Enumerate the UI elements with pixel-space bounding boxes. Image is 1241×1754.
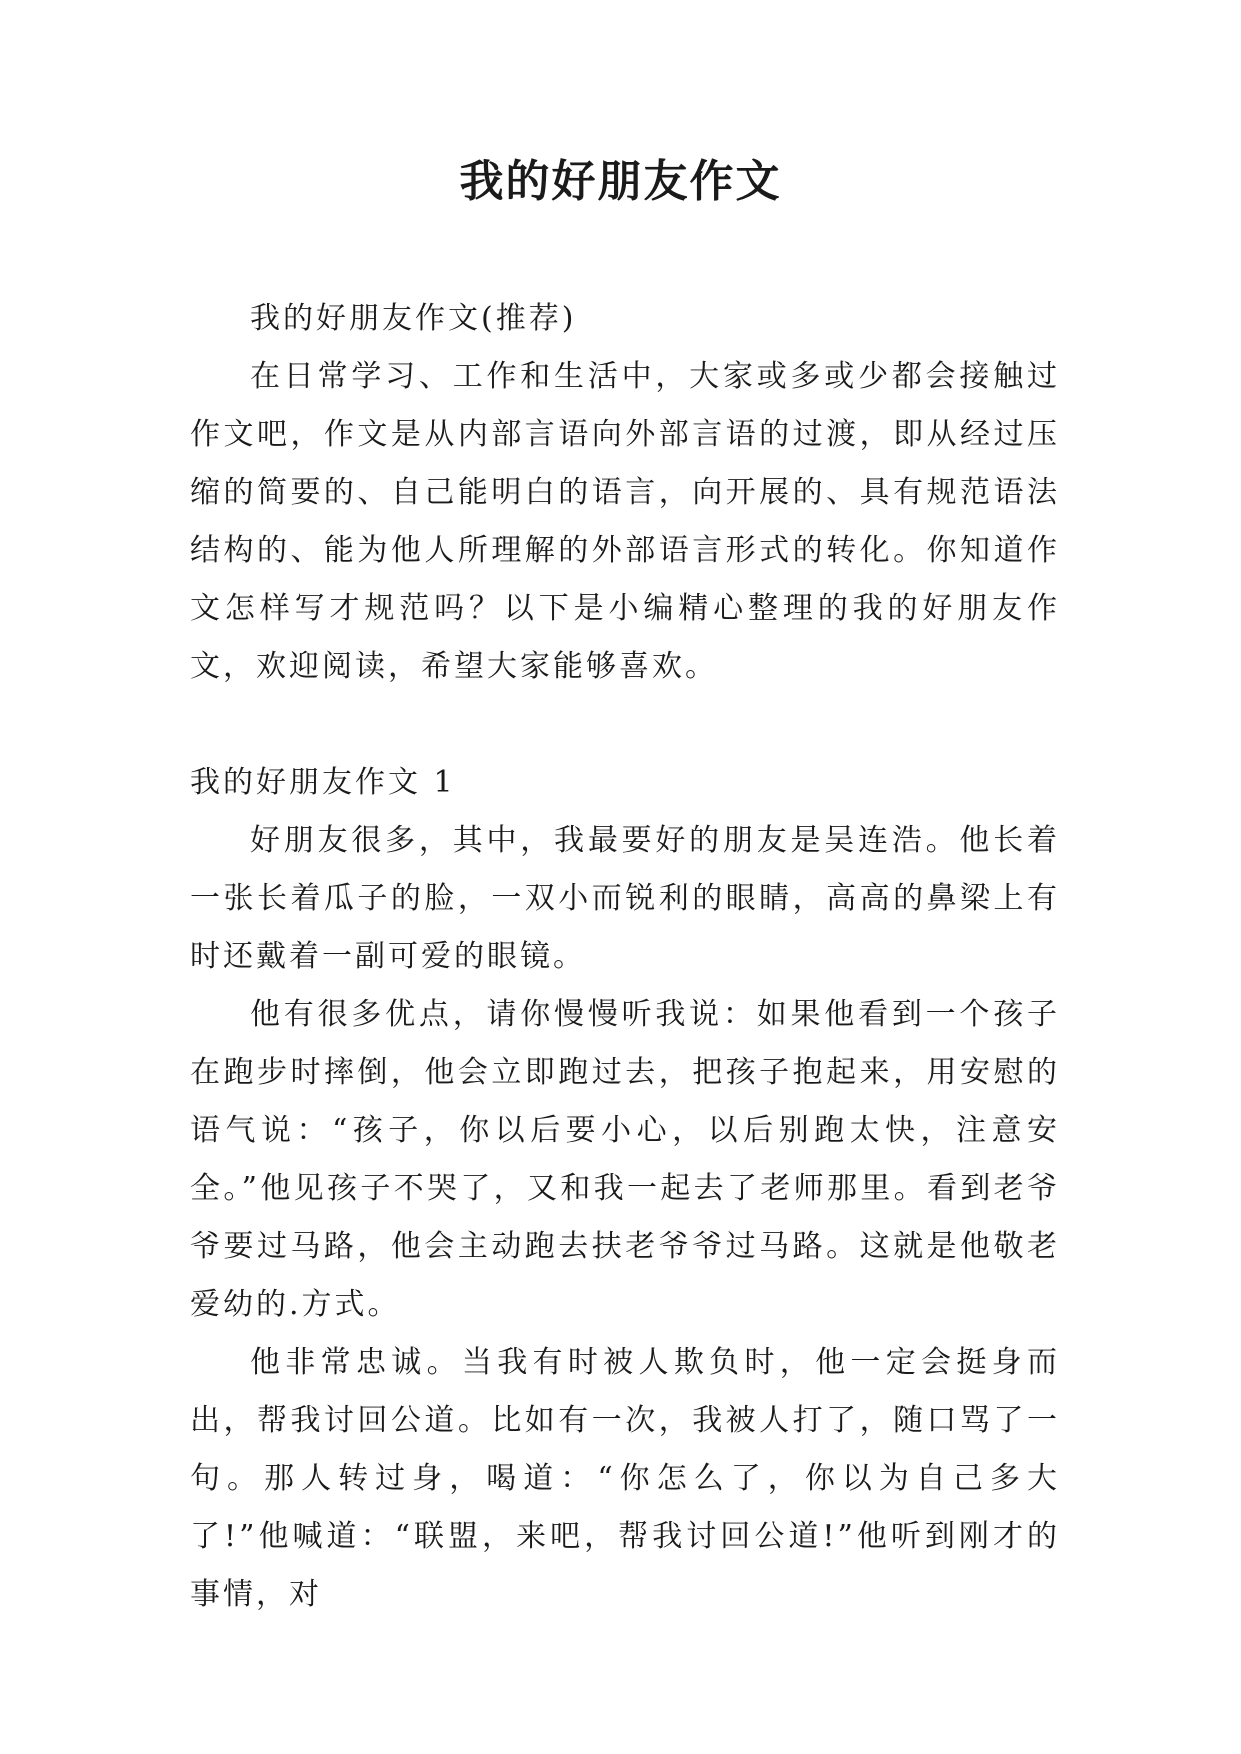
body-paragraph-1: 好朋友很多，其中，我最要好的朋友是吴连浩。他长着一张长着瓜子的脸，一双小而锐利的眼睛，高高的鼻梁上有时还戴着一副可爱的眼镜。	[190, 823, 1060, 974]
section-heading: 我的好朋友作文 1	[190, 765, 456, 800]
document-subtitle: 我的好朋友作文(推荐)	[250, 301, 577, 336]
intro-paragraph: 在日常学习、工作和生活中，大家或多或少都会接触过作文吧，作文是从内部言语向外部言语的过渡，即从经过压缩的简要的、自己能明白的语言，向开展的、具有规范语法结构的、能为他人所理解的外部语言形式的转化。你知道作文怎样写才规范吗？以下是小编精心整理的我的好朋友作文，欢迎阅读，希望大家能够喜欢。	[190, 359, 1060, 684]
body-paragraph-3: 他非常忠诚。当我有时被人欺负时，他一定会挺身而出，帮我讨回公道。比如有一次，我被人打了，随口骂了一句。那人转过身，喝道：“你怎么了，你以为自己多大了!”他喊道：“联盟，来吧，帮我讨回公道!”他听到刚才的事情，对	[190, 1345, 1060, 1612]
body-paragraph-2: 他有很多优点，请你慢慢听我说：如果他看到一个孩子在跑步时摔倒，他会立即跑过去，把孩子抱起来，用安慰的语气说：“孩子，你以后要小心，以后别跑太快，注意安全。”他见孩子不哭了，又和我一起去了老师那里。看到老爷爷要过马路，他会主动跑去扶老爷爷过马路。这就是他敬老爱幼的.方式。	[190, 997, 1060, 1322]
document-title: 我的好朋友作文	[459, 156, 782, 207]
document-body	[190, 290, 1060, 1624]
